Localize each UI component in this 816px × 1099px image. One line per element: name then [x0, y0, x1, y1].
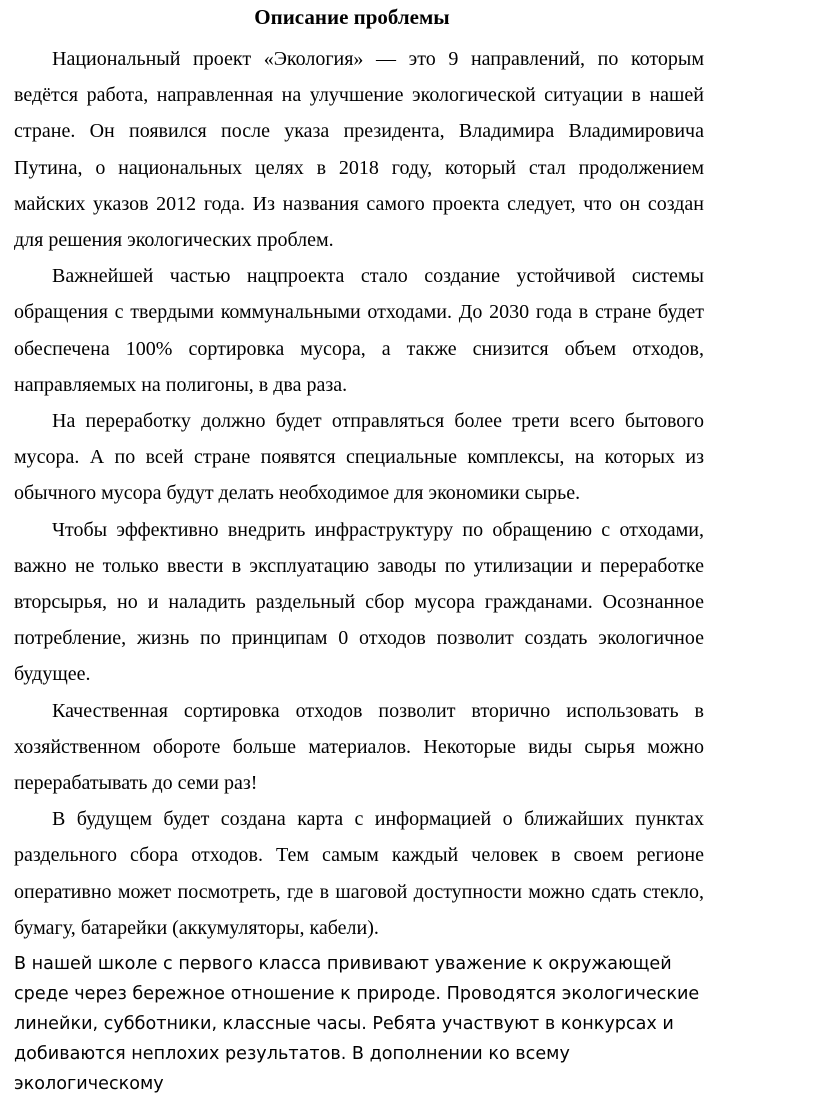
paragraph: Чтобы эффективно внедрить инфраструктуру по обращению с отходами, важно не только ввести в эксплуатацию заводы по утилизации и переработке вторсырья, но и наладить раздельный сбор мусора гражданами. Осознанное потребление, жизнь по принципам 0 отходов позволит создать экологичное будущее.: [14, 518, 704, 686]
paragraph: В будущем будет создана карта с информацией о ближайших пунктах раздельного сбора отходов. Тем самым каждый человек в своем регионе оперативно может посмотреть, где в шаговой доступности можно сдать стекло, бумагу, батарейки (аккумуляторы, кабели).: [14, 808, 704, 939]
paragraph: Важнейшей частью нацпроекта стало создание устойчивой системы обращения с твердыми коммунальными отходами. До 2030 года в стране будет обеспечена 100% сортировка мусора, а также снизится объем отходов, направляемых на полигоны, в два раза.: [14, 265, 704, 396]
paragraph: На переработку должно будет отправляться более трети всего бытового мусора. А по всей стране появятся специальные комплексы, на которых из обычного мусора будут делать необходимое для экономики сырье.: [14, 410, 704, 505]
paragraph: Качественная сортировка отходов позволит вторично использовать в хозяйственном обороте больше материалов. Некоторые виды сырья можно перерабатывать до семи раз!: [14, 699, 704, 795]
school-paragraph: В нашей школе с первого класса прививают уважение к окружающей среде через бережное отношение к природе. Проводятся экологические линейки, субботники, классные часы. Ребята участвуют в конкурсах и добиваются неплохих результатов. В дополнении ко всему экологическому: [14, 954, 700, 1094]
document-body: [14, 41, 704, 946]
paragraph: Национальный проект «Экология» — это 9 направлений, по которым ведётся работа, направленная на улучшение экологической ситуации в нашей стране. Он появился после указа президента, Владимира Владимировича Путина, о национальных целях в 2018 году, который стал продолжением майских указов 2012 года. Из названия самого проекта следует, что он создан для решения экологических проблем.: [14, 48, 704, 252]
document-title: Описание проблемы: [254, 5, 450, 29]
